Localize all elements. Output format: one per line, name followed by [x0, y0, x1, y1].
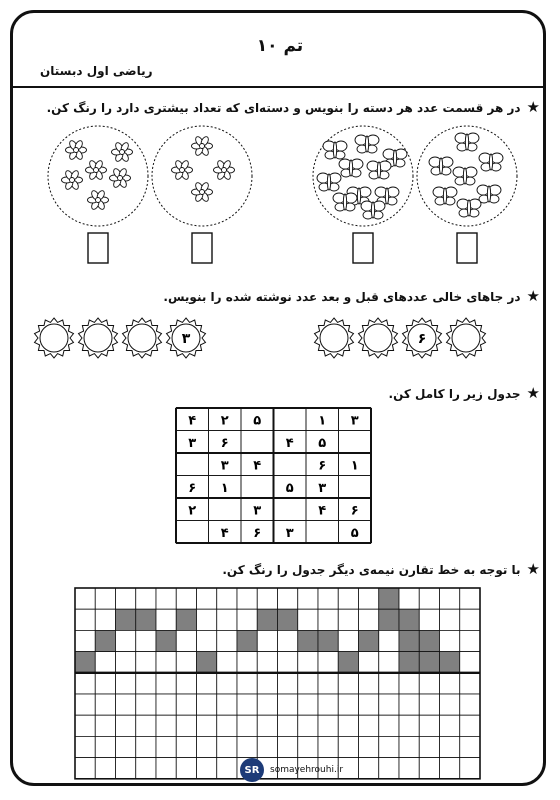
sudoku-cell	[339, 476, 372, 499]
symmetry-cell	[116, 715, 136, 736]
symmetry-cell	[95, 736, 115, 757]
symmetry-cell	[460, 609, 480, 630]
flower-icon	[112, 141, 133, 162]
symmetry-cell	[176, 715, 196, 736]
star-icon: ★	[526, 560, 540, 578]
symmetry-cell	[379, 652, 399, 673]
symmetry-cell	[338, 588, 358, 609]
symmetry-cell	[237, 715, 257, 736]
symmetry-cell	[298, 652, 318, 673]
symmetry-cell	[318, 652, 338, 673]
symmetry-cell	[217, 758, 237, 779]
symmetry-cell	[278, 652, 298, 673]
symmetry-cell	[379, 758, 399, 779]
symmetry-cell	[359, 609, 379, 630]
symmetry-cell	[75, 736, 95, 757]
question-2-text: در جاهای خالی عددهای قبل و بعد عدد نوشته شده را بنویس.	[163, 289, 521, 304]
flower-icon	[86, 159, 107, 180]
symmetry-cell	[197, 652, 217, 673]
symmetry-cell	[318, 609, 338, 630]
sudoku-number: ۵	[318, 435, 327, 451]
symmetry-cell	[156, 694, 176, 715]
symmetry-cell	[95, 609, 115, 630]
symmetry-cell	[237, 736, 257, 757]
symmetry-cell	[440, 630, 460, 651]
sudoku-number: ۳	[220, 458, 229, 474]
flower-icon	[192, 135, 213, 156]
sudoku-number: ۵	[350, 525, 359, 541]
symmetry-cell	[419, 588, 439, 609]
answer-box	[192, 233, 212, 263]
symmetry-cell	[338, 673, 358, 694]
answer-box	[457, 233, 477, 263]
symmetry-cell	[257, 673, 277, 694]
symmetry-cell	[440, 736, 460, 757]
symmetry-cell	[278, 630, 298, 651]
symmetry-cell	[278, 673, 298, 694]
symmetry-cell	[278, 588, 298, 609]
symmetry-cell	[237, 694, 257, 715]
sudoku-number: ۱	[350, 458, 359, 474]
sudoku-number: ۴	[188, 413, 197, 429]
symmetry-cell	[399, 652, 419, 673]
symmetry-cell	[460, 715, 480, 736]
symmetry-cell	[156, 630, 176, 651]
sudoku-cell	[176, 453, 209, 476]
sudoku-number: ۴	[318, 503, 327, 519]
sudoku-number: ۴	[285, 435, 294, 451]
symmetry-cell	[176, 630, 196, 651]
symmetry-cell	[440, 715, 460, 736]
symmetry-cell	[237, 630, 257, 651]
symmetry-cell	[197, 609, 217, 630]
butterfly-icon	[323, 141, 347, 159]
symmetry-cell	[116, 758, 136, 779]
sudoku-number: ۴	[220, 525, 229, 541]
symmetry-cell	[136, 652, 156, 673]
sudoku-cell	[209, 498, 242, 521]
symmetry-cell	[197, 588, 217, 609]
symmetry-cell	[116, 736, 136, 757]
sudoku-number: ۲	[188, 503, 197, 519]
symmetry-cell	[338, 715, 358, 736]
flower-icon	[62, 169, 83, 190]
sudoku-number: ۳	[253, 503, 262, 519]
symmetry-cell	[156, 609, 176, 630]
symmetry-cell	[217, 630, 237, 651]
sudoku-number: ۲	[220, 413, 229, 429]
symmetry-cell	[257, 694, 277, 715]
symmetry-cell	[440, 694, 460, 715]
symmetry-cell	[217, 588, 237, 609]
symmetry-cell	[399, 736, 419, 757]
symmetry-cell	[298, 673, 318, 694]
symmetry-cell	[237, 673, 257, 694]
flower-icon	[66, 139, 87, 160]
symmetry-cell	[440, 652, 460, 673]
symmetry-cell	[75, 758, 95, 779]
butterfly-icon	[361, 201, 385, 219]
symmetry-cell	[116, 630, 136, 651]
symmetry-cell	[217, 652, 237, 673]
symmetry-cell	[278, 694, 298, 715]
symmetry-cell	[75, 652, 95, 673]
symmetry-cell	[176, 609, 196, 630]
symmetry-cell	[176, 758, 196, 779]
site-logo-icon: SR	[240, 758, 264, 782]
symmetry-cell	[176, 588, 196, 609]
symmetry-cell	[359, 588, 379, 609]
sudoku-number: ۶	[253, 525, 262, 541]
symmetry-cell	[95, 694, 115, 715]
sun-right-1-disc	[364, 324, 392, 352]
star-icon: ★	[526, 98, 540, 116]
symmetry-cell	[338, 630, 358, 651]
symmetry-cell	[379, 715, 399, 736]
symmetry-cell	[460, 758, 480, 779]
symmetry-cell	[75, 630, 95, 651]
symmetry-cell	[359, 715, 379, 736]
sudoku-number: ۳	[318, 480, 327, 496]
symmetry-cell	[237, 609, 257, 630]
answer-box	[353, 233, 373, 263]
symmetry-cell	[156, 673, 176, 694]
sun-left-0-disc	[40, 324, 68, 352]
butterfly-icon	[453, 167, 477, 185]
symmetry-cell	[176, 736, 196, 757]
sun-left-3-number: ۳	[181, 331, 191, 347]
symmetry-cell	[379, 694, 399, 715]
page-title: تم ۱۰	[256, 36, 304, 56]
sun-right-3-disc	[452, 324, 480, 352]
symmetry-cell	[116, 652, 136, 673]
symmetry-cell	[217, 736, 237, 757]
symmetry-cell	[440, 758, 460, 779]
symmetry-cell	[237, 652, 257, 673]
symmetry-cell	[197, 715, 217, 736]
symmetry-cell	[460, 652, 480, 673]
symmetry-cell	[197, 694, 217, 715]
symmetry-cell	[298, 715, 318, 736]
symmetry-cell	[217, 673, 237, 694]
sun-left-2-disc	[128, 324, 156, 352]
symmetry-cell	[298, 630, 318, 651]
symmetry-cell	[278, 609, 298, 630]
symmetry-cell	[257, 736, 277, 757]
symmetry-cell	[440, 609, 460, 630]
butterfly-icon	[339, 159, 363, 177]
sudoku-number: ۱	[220, 480, 229, 496]
symmetry-cell	[399, 673, 419, 694]
symmetry-cell	[176, 694, 196, 715]
sudoku-number: ۵	[285, 480, 294, 496]
symmetry-cell	[197, 736, 217, 757]
symmetry-cell	[318, 630, 338, 651]
symmetry-cell	[156, 758, 176, 779]
symmetry-cell	[419, 652, 439, 673]
symmetry-cell	[440, 673, 460, 694]
flower-icon	[214, 159, 235, 180]
symmetry-cell	[136, 609, 156, 630]
flower-icon	[192, 181, 213, 202]
symmetry-cell	[136, 736, 156, 757]
symmetry-cell	[338, 694, 358, 715]
sudoku-number: ۶	[318, 458, 327, 474]
butterfly-icon	[367, 161, 391, 179]
symmetry-cell	[399, 758, 419, 779]
symmetry-cell	[298, 694, 318, 715]
sudoku-number: ۱	[318, 413, 327, 429]
symmetry-cell	[95, 588, 115, 609]
symmetry-cell	[338, 736, 358, 757]
symmetry-cell	[156, 715, 176, 736]
sudoku-number: ۶	[350, 503, 359, 519]
symmetry-cell	[116, 673, 136, 694]
symmetry-cell	[75, 609, 95, 630]
symmetry-cell	[257, 715, 277, 736]
symmetry-cell	[318, 673, 338, 694]
symmetry-cell	[379, 609, 399, 630]
symmetry-cell	[359, 736, 379, 757]
butterfly-icon	[433, 187, 457, 205]
symmetry-cell	[419, 609, 439, 630]
symmetry-cell	[359, 652, 379, 673]
symmetry-cell	[460, 588, 480, 609]
symmetry-cell	[359, 673, 379, 694]
sudoku-number: ۳	[285, 525, 294, 541]
symmetry-cell	[399, 588, 419, 609]
symmetry-cell	[95, 630, 115, 651]
symmetry-cell	[116, 588, 136, 609]
symmetry-cell	[75, 673, 95, 694]
symmetry-cell	[359, 630, 379, 651]
butterfly-icon	[355, 135, 379, 153]
footer-brand	[240, 758, 343, 782]
symmetry-cell	[318, 694, 338, 715]
symmetry-cell	[318, 588, 338, 609]
symmetry-cell	[136, 694, 156, 715]
symmetry-cell	[460, 630, 480, 651]
symmetry-cell	[257, 652, 277, 673]
question-4-text: با توجه به خط تقارن نیمه‌ی دیگر جدول را رنگ کن.	[222, 562, 521, 577]
sudoku-number: ۶	[220, 435, 229, 451]
symmetry-cell	[116, 694, 136, 715]
question-1-text: در هر قسمت عدد هر دسته را بنویس و دسته‌ای که تعداد بیشتری دارد را رنگ کن.	[46, 100, 521, 115]
symmetry-cell	[359, 694, 379, 715]
symmetry-cell	[399, 694, 419, 715]
symmetry-cell	[257, 630, 277, 651]
symmetry-cell	[217, 609, 237, 630]
sudoku-cell	[339, 431, 372, 454]
sudoku-number: ۴	[253, 458, 262, 474]
symmetry-cell	[75, 588, 95, 609]
symmetry-cell	[419, 758, 439, 779]
symmetry-cell	[379, 673, 399, 694]
symmetry-cell	[318, 715, 338, 736]
symmetry-cell	[419, 630, 439, 651]
butterfly-icon	[317, 173, 341, 191]
symmetry-cell	[298, 609, 318, 630]
flower-icon	[172, 159, 193, 180]
sudoku-number: ۶	[188, 480, 197, 496]
symmetry-cell	[379, 588, 399, 609]
symmetry-cell	[338, 609, 358, 630]
symmetry-cell	[197, 758, 217, 779]
symmetry-cell	[156, 652, 176, 673]
sudoku-number: ۳	[350, 413, 359, 429]
symmetry-cell	[257, 588, 277, 609]
symmetry-cell	[460, 736, 480, 757]
symmetry-cell	[217, 694, 237, 715]
symmetry-cell	[95, 758, 115, 779]
symmetry-cell	[197, 673, 217, 694]
butterfly-icon	[477, 185, 501, 203]
symmetry-cell	[257, 609, 277, 630]
sun-right-2-number: ۶	[417, 331, 427, 347]
symmetry-cell	[176, 673, 196, 694]
symmetry-cell	[419, 715, 439, 736]
flower-icon	[110, 167, 131, 188]
star-icon: ★	[526, 287, 540, 305]
symmetry-cell	[237, 588, 257, 609]
symmetry-cell	[156, 588, 176, 609]
symmetry-cell	[136, 588, 156, 609]
symmetry-cell	[116, 609, 136, 630]
symmetry-cell	[278, 736, 298, 757]
symmetry-cell	[176, 652, 196, 673]
sudoku-cell	[274, 453, 307, 476]
symmetry-cell	[136, 715, 156, 736]
site-url: somayehrouhi.ir	[270, 765, 344, 775]
butterfly-icon	[479, 153, 503, 171]
flower-icon	[88, 189, 109, 210]
symmetry-cell	[217, 715, 237, 736]
symmetry-cell	[298, 736, 318, 757]
symmetry-cell	[95, 652, 115, 673]
symmetry-cell	[197, 630, 217, 651]
page-subtitle: ریاضی اول دبستان	[40, 64, 153, 78]
symmetry-cell	[338, 652, 358, 673]
butterfly-icon	[429, 157, 453, 175]
star-icon: ★	[526, 384, 540, 402]
symmetry-cell	[298, 588, 318, 609]
symmetry-cell	[379, 736, 399, 757]
sun-right-0-disc	[320, 324, 348, 352]
symmetry-cell	[278, 715, 298, 736]
sudoku-cell	[306, 521, 339, 544]
symmetry-cell	[460, 673, 480, 694]
sudoku-cell	[176, 521, 209, 544]
symmetry-cell	[318, 736, 338, 757]
symmetry-cell	[136, 630, 156, 651]
symmetry-cell	[379, 630, 399, 651]
answer-box	[88, 233, 108, 263]
butterfly-icon	[457, 199, 481, 217]
sun-left-1-disc	[84, 324, 112, 352]
symmetry-cell	[95, 673, 115, 694]
symmetry-cell	[399, 609, 419, 630]
symmetry-cell	[136, 673, 156, 694]
butterfly-icon	[333, 193, 357, 211]
symmetry-cell	[440, 588, 460, 609]
butterfly-icon	[455, 133, 479, 151]
sudoku-cell	[274, 408, 307, 431]
symmetry-cell	[419, 736, 439, 757]
symmetry-cell	[95, 715, 115, 736]
symmetry-cell	[399, 715, 419, 736]
symmetry-cell	[399, 630, 419, 651]
sudoku-number: ۳	[188, 435, 197, 451]
symmetry-cell	[419, 673, 439, 694]
symmetry-cell	[419, 694, 439, 715]
question-3-text: جدول زیر را کامل کن.	[388, 386, 521, 401]
symmetry-cell	[75, 694, 95, 715]
sudoku-cell	[274, 498, 307, 521]
sudoku-cell	[241, 476, 274, 499]
sudoku-number: ۵	[253, 413, 262, 429]
symmetry-cell	[75, 715, 95, 736]
symmetry-cell	[136, 758, 156, 779]
symmetry-cell	[359, 758, 379, 779]
symmetry-cell	[156, 736, 176, 757]
symmetry-cell	[460, 694, 480, 715]
sudoku-cell	[241, 431, 274, 454]
